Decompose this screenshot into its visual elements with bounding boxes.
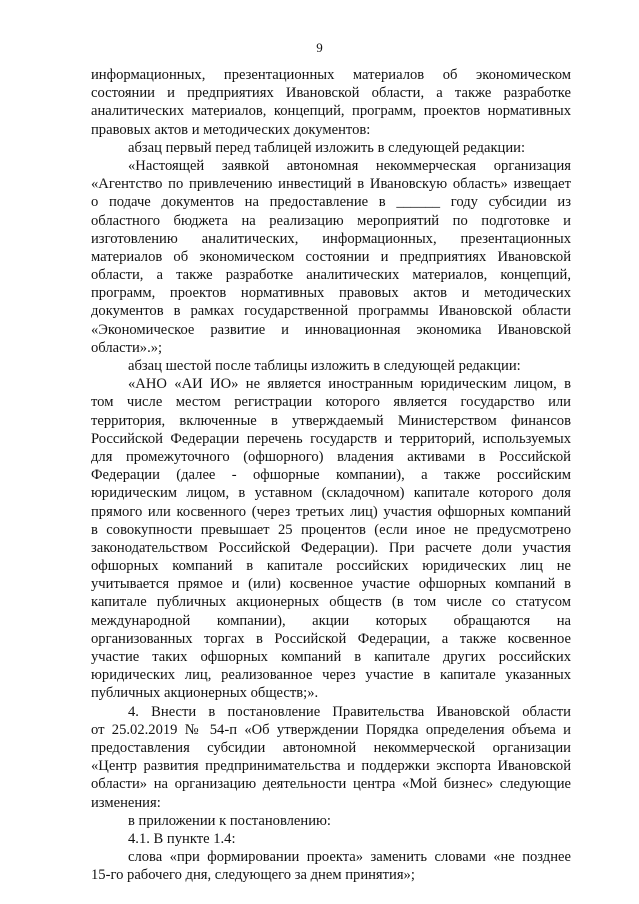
text-line: документов в рамках государственной программы Ивановской области: [91, 303, 571, 320]
text-line: «АНО «АИ ИО» не является иностранным юридическим лицом, в: [128, 376, 571, 393]
text-line: абзац первый перед таблицей изложить в следующей редакции:: [128, 139, 526, 156]
page-number: 9: [316, 40, 323, 55]
text-line: публичных акционерных обществ;».: [91, 685, 319, 702]
text-line: капитале публичных акционерных обществ (в том числе со статусом: [91, 594, 571, 611]
text-line: «Агентство по привлечению инвестиций в Ивановскую область» извещает: [91, 176, 571, 193]
text-line: юридическим лицом, в уставном (складочном) капитале которого доля: [91, 485, 571, 502]
text-line: области, а также разработке аналитических материалов, концепций,: [91, 267, 571, 284]
text-line: предоставления субсидии автономной некоммерческой организации: [91, 739, 571, 756]
text-line: 4.1. В пункте 1.4:: [128, 830, 236, 847]
text-line: программ, проектов нормативных правовых актов и методических: [91, 285, 571, 302]
text-line: области».»;: [91, 339, 163, 356]
text-line: учитывается прямое и (или) косвенное участие офшорных компаний в: [91, 576, 571, 593]
text-line: абзац шестой после таблицы изложить в следующей редакции:: [128, 358, 521, 374]
text-line: для промежуточного (офшорного) владения активами в Российской: [91, 448, 571, 465]
text-line: организованных торгах в Российской Федерации, а также косвенное: [91, 630, 571, 647]
text-line: информационных, презентационных материалов об экономическом: [91, 67, 571, 83]
text-line: о подаче документов на предоставление в ______ году субсидии из: [91, 194, 571, 211]
text-line: слова «при формировании проекта» заменить словами «не позднее: [128, 849, 571, 866]
text-line: от 25.02.2019 № 54-п «Об утверждении Порядка определения объема и: [91, 721, 571, 738]
text-line: областного бюджета на реализацию мероприятий по подготовке и: [91, 212, 571, 229]
text-line: изменения:: [91, 794, 161, 811]
text-line: области» на организацию деятельности центра «Мой бизнес» следующие: [91, 776, 571, 793]
text-line: том числе местом регистрации которого является государство или: [91, 394, 571, 411]
text-line: «Экономическое развитие и инновационная экономика Ивановской: [91, 321, 571, 338]
text-line: правовых актов и методических документов:: [91, 121, 371, 138]
text-line: юридических лиц, реализованное через участие в капитале указанных: [91, 667, 571, 684]
text-line: прямого или косвенного (через третьих лиц) участия офшорных компаний: [91, 503, 571, 520]
text-line: участие таких офшорных компаний в капитале других российских: [91, 649, 571, 665]
text-line: состоянии и предприятиях Ивановской области, а также разработке: [91, 85, 571, 102]
text-line: законодательством Российской Федерации). При расчете доли участия: [91, 539, 571, 556]
text-line: в совокупности превышает 25 процентов (если иное не предусмотрено: [91, 521, 571, 538]
text-line: в приложении к постановлению:: [128, 812, 331, 829]
text-line: международной компании), акции которых обращаются на: [91, 612, 571, 629]
text-line: «Настоящей заявкой автономная некоммерческая организация: [128, 157, 571, 174]
text-line: территория, включенные в утверждаемый Министерством финансов: [91, 412, 571, 429]
text-line: Российской Федерации перечень государств и территорий, используемых: [91, 430, 571, 447]
text-line: изготовлению аналитических, информационных, презентационных: [91, 230, 571, 247]
text-line: 15-го рабочего дня, следующего за днем принятия»;: [91, 867, 415, 884]
text-line: «Центр развития предпринимательства и поддержки экспорта Ивановской: [91, 758, 571, 775]
text-line: аналитических материалов, концепций, программ, проектов нормативных: [91, 103, 571, 120]
text-line: 4. Внести в постановление Правительства Ивановской области: [128, 703, 571, 720]
text-line: материалов об экономическом состоянии и предприятиях Ивановской: [91, 248, 571, 265]
document-body: [91, 66, 571, 884]
text-line: Федерации (далее - офшорные компании), а также российским: [91, 467, 571, 484]
text-line: офшорных компаний в капитале российских юридических лиц не: [91, 558, 571, 575]
